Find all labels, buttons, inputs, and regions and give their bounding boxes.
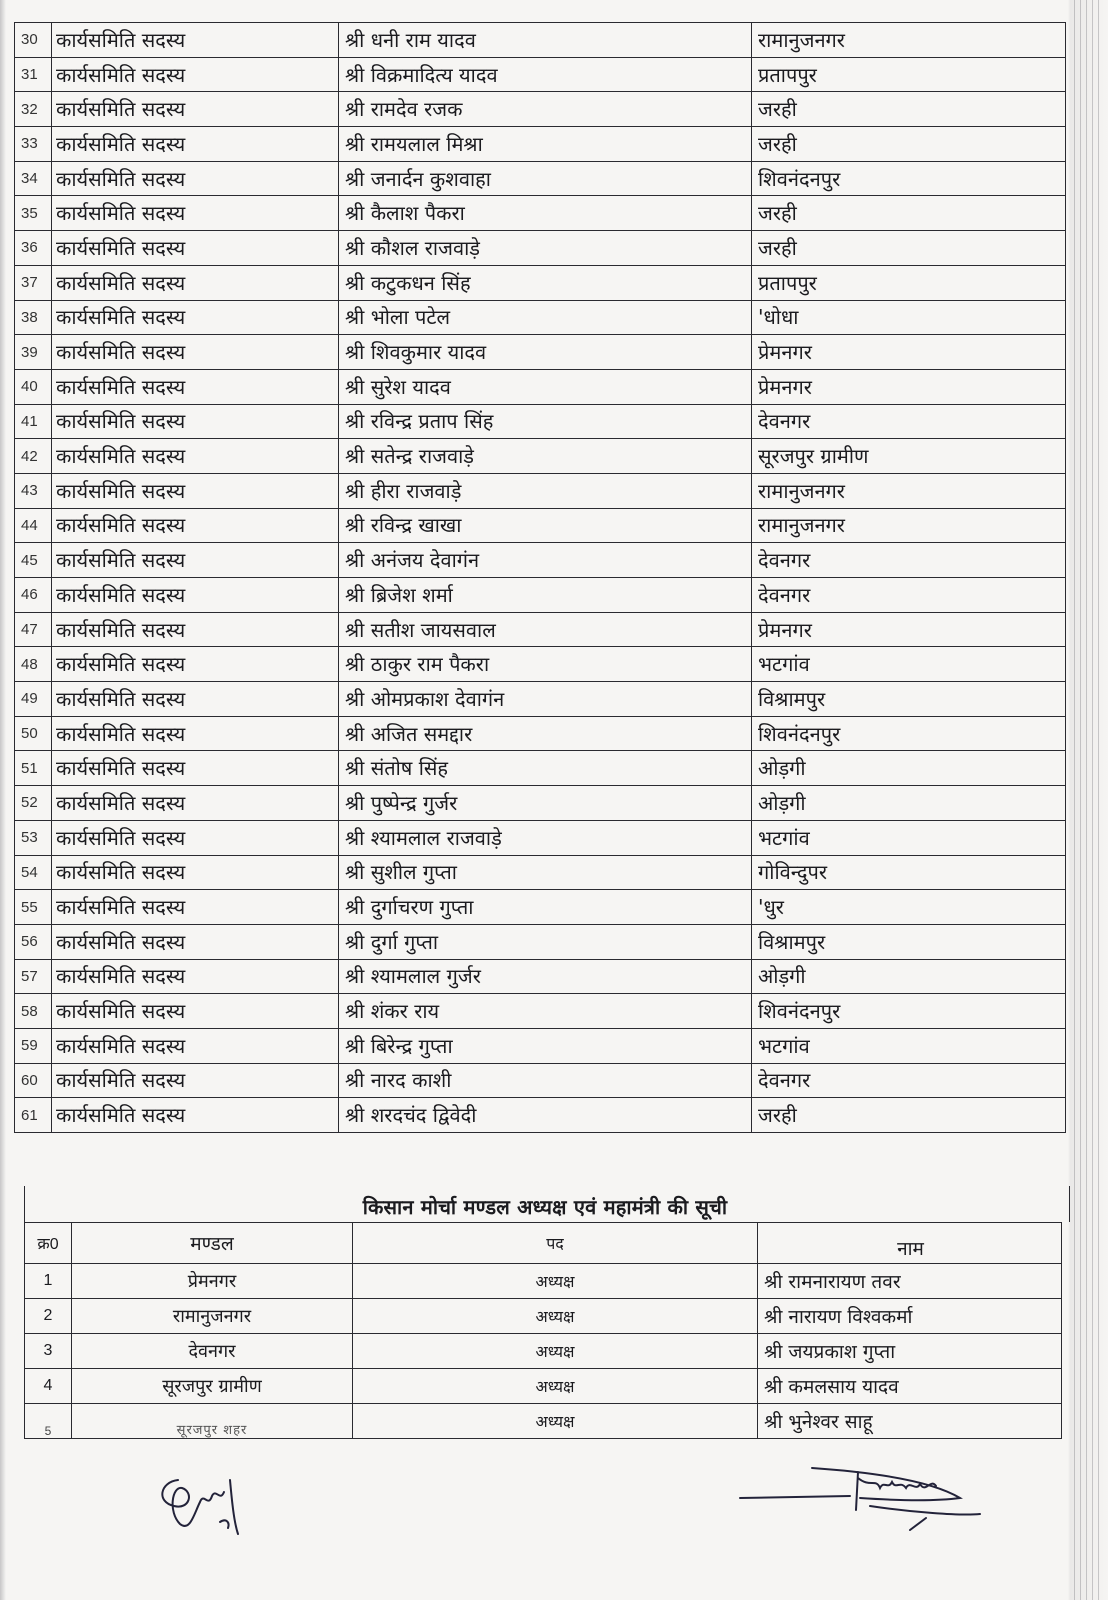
role: कार्यसमिति सदस्य xyxy=(52,855,339,890)
table-row xyxy=(15,161,1066,196)
header-pad: पद xyxy=(353,1223,758,1264)
mandal-place: शिवनंदनपुर xyxy=(752,994,1066,1029)
page-edge-shadow xyxy=(0,0,6,1600)
serial-no: 41 xyxy=(15,404,52,439)
member-name: श्री धनी राम यादव xyxy=(339,23,752,58)
role: कार्यसमिति सदस्य xyxy=(52,265,339,300)
table-row xyxy=(25,1264,1062,1299)
member-name: श्री सुरेश यादव xyxy=(339,369,752,404)
table-row xyxy=(15,508,1066,543)
role: कार्यसमिति सदस्य xyxy=(52,127,339,162)
mandal-place: 'धुर xyxy=(752,890,1066,925)
member-name: श्री जनार्दन कुशवाहा xyxy=(339,161,752,196)
role: कार्यसमिति सदस्य xyxy=(52,716,339,751)
pad: अध्यक्ष xyxy=(353,1264,758,1299)
table-row xyxy=(15,543,1066,578)
role: कार्यसमिति सदस्य xyxy=(52,1028,339,1063)
member-name: श्री सतेन्द्र राजवाड़े xyxy=(339,439,752,474)
table-row xyxy=(15,404,1066,439)
serial-no: 39 xyxy=(15,335,52,370)
member-name: श्री संतोष सिंह xyxy=(339,751,752,786)
table-row xyxy=(15,473,1066,508)
pad: अध्यक्ष xyxy=(353,1299,758,1334)
mandal-place: रामानुजनगर xyxy=(752,473,1066,508)
table-row xyxy=(15,23,1066,58)
signature-right xyxy=(730,1458,1030,1538)
serial-no: 48 xyxy=(15,647,52,682)
signature-left xyxy=(150,1462,270,1542)
mandal: देवनगर xyxy=(72,1334,353,1369)
mandal-place: भटगांव xyxy=(752,647,1066,682)
table-row xyxy=(15,612,1066,647)
serial-no: 58 xyxy=(15,994,52,1029)
pad: अध्यक्ष xyxy=(353,1369,758,1404)
table-row xyxy=(15,959,1066,994)
role: कार्यसमिति सदस्य xyxy=(52,196,339,231)
member-name: श्री ब्रिजेश शर्मा xyxy=(339,578,752,613)
role: कार्यसमिति सदस्य xyxy=(52,994,339,1029)
serial-no: 45 xyxy=(15,543,52,578)
serial-no: 46 xyxy=(15,578,52,613)
table-row xyxy=(25,1334,1062,1369)
mandal-place: प्रेमनगर xyxy=(752,335,1066,370)
mandal: रामानुजनगर xyxy=(72,1299,353,1334)
serial-no: 2 xyxy=(25,1299,72,1334)
member-name: श्री नारद काशी xyxy=(339,1063,752,1098)
mandal-place: प्रेमनगर xyxy=(752,612,1066,647)
mandal-place: ओड़गी xyxy=(752,786,1066,821)
header-mandal: मण्डल xyxy=(72,1223,353,1264)
member-name: श्री कटुकधन सिंह xyxy=(339,265,752,300)
mandal-place: शिवनंदनपुर xyxy=(752,716,1066,751)
header-serial-no: क्र0 xyxy=(25,1223,72,1264)
serial-no: 38 xyxy=(15,300,52,335)
role: कार्यसमिति सदस्य xyxy=(52,473,339,508)
member-name: श्री पुष्पेन्द्र गुर्जर xyxy=(339,786,752,821)
mandal-place: भटगांव xyxy=(752,1028,1066,1063)
section-title: किसान मोर्चा मण्डल अध्यक्ष एवं महामंत्री की सूची xyxy=(362,1195,728,1219)
member-name: श्री रामदेव रजक xyxy=(339,92,752,127)
member-name: श्री शंकर राय xyxy=(339,994,752,1029)
mandal-place: देवनगर xyxy=(752,404,1066,439)
table-row xyxy=(15,578,1066,613)
mandal-place: जरही xyxy=(752,92,1066,127)
member-name: श्री दुर्गा गुप्ता xyxy=(339,924,752,959)
table-row xyxy=(15,1028,1066,1063)
role: कार्यसमिति सदस्य xyxy=(52,1098,339,1133)
role: कार्यसमिति सदस्य xyxy=(52,751,339,786)
member-name: श्री रामयलाल मिश्रा xyxy=(339,127,752,162)
serial-no: 40 xyxy=(15,369,52,404)
serial-no: 43 xyxy=(15,473,52,508)
role: कार्यसमिति सदस्य xyxy=(52,92,339,127)
members-table-body xyxy=(15,23,1066,1133)
table-row xyxy=(15,716,1066,751)
serial-no: 33 xyxy=(15,127,52,162)
mandal-place: देवनगर xyxy=(752,578,1066,613)
role: कार्यसमिति सदस्य xyxy=(52,647,339,682)
table-row xyxy=(15,196,1066,231)
kisan-morcha-table xyxy=(24,1222,1062,1439)
role: कार्यसमिति सदस्य xyxy=(52,578,339,613)
mandal-place: जरही xyxy=(752,127,1066,162)
mandal-place: जरही xyxy=(752,231,1066,266)
kisan-table-header-row xyxy=(25,1223,1062,1264)
pad: अध्यक्ष xyxy=(353,1404,758,1439)
role: कार्यसमिति सदस्य xyxy=(52,508,339,543)
table-row xyxy=(25,1299,1062,1334)
serial-no: 50 xyxy=(15,716,52,751)
member-name: श्री ओमप्रकाश देवागंन xyxy=(339,682,752,717)
serial-no: 51 xyxy=(15,751,52,786)
mandal-place: प्रेमनगर xyxy=(752,369,1066,404)
serial-no: 31 xyxy=(15,57,52,92)
member-name: श्री अनंजय देवागंन xyxy=(339,543,752,578)
table-row xyxy=(15,924,1066,959)
table-row xyxy=(15,1098,1066,1133)
member-name: श्री कौशल राजवाड़े xyxy=(339,231,752,266)
member-name: श्री अजित समद्दार xyxy=(339,716,752,751)
serial-no: 47 xyxy=(15,612,52,647)
mandal-place: भटगांव xyxy=(752,820,1066,855)
table-row xyxy=(15,369,1066,404)
member-name: श्री जयप्रकाश गुप्ता xyxy=(758,1334,1062,1369)
role: कार्यसमिति सदस्य xyxy=(52,612,339,647)
serial-no: 4 xyxy=(25,1369,72,1404)
serial-no: 36 xyxy=(15,231,52,266)
page-edge-lines xyxy=(1074,0,1100,1600)
mandal-place: ओड़गी xyxy=(752,751,1066,786)
member-name: श्री रामनारायण तवर xyxy=(758,1264,1062,1299)
member-name: श्री भोला पटेल xyxy=(339,300,752,335)
table-row xyxy=(15,682,1066,717)
mandal-place: रामानुजनगर xyxy=(752,23,1066,58)
serial-no: 57 xyxy=(15,959,52,994)
serial-no: 53 xyxy=(15,820,52,855)
role: कार्यसमिति सदस्य xyxy=(52,404,339,439)
members-table xyxy=(14,22,1066,1133)
table-row xyxy=(15,994,1066,1029)
mandal-place: विश्रामपुर xyxy=(752,924,1066,959)
mandal-place: गोविन्दुपर xyxy=(752,855,1066,890)
member-name: श्री सतीश जायसवाल xyxy=(339,612,752,647)
header-name: नाम xyxy=(758,1223,1062,1264)
serial-no: 55 xyxy=(15,890,52,925)
member-name: श्री शिवकुमार यादव xyxy=(339,335,752,370)
serial-no: 34 xyxy=(15,161,52,196)
serial-no: 1 xyxy=(25,1264,72,1299)
serial-no: 56 xyxy=(15,924,52,959)
role: कार्यसमिति सदस्य xyxy=(52,57,339,92)
member-name: श्री भुनेश्वर साहू xyxy=(758,1404,1062,1439)
mandal-place: शिवनंदनपुर xyxy=(752,161,1066,196)
serial-no: 37 xyxy=(15,265,52,300)
member-name: श्री हीरा राजवाड़े xyxy=(339,473,752,508)
pad: अध्यक्ष xyxy=(353,1334,758,1369)
role: कार्यसमिति सदस्य xyxy=(52,369,339,404)
table-row xyxy=(15,647,1066,682)
role: कार्यसमिति सदस्य xyxy=(52,161,339,196)
mandal-place: जरही xyxy=(752,196,1066,231)
serial-no: 59 xyxy=(15,1028,52,1063)
table-row xyxy=(15,300,1066,335)
serial-no: 30 xyxy=(15,23,52,58)
table-row xyxy=(15,751,1066,786)
serial-no: 3 xyxy=(25,1334,72,1369)
role: कार्यसमिति सदस्य xyxy=(52,300,339,335)
role: कार्यसमिति सदस्य xyxy=(52,924,339,959)
table-row xyxy=(15,820,1066,855)
mandal-place: जरही xyxy=(752,1098,1066,1133)
table-row xyxy=(15,265,1066,300)
table-row xyxy=(15,335,1066,370)
table-row xyxy=(15,439,1066,474)
serial-no: 61 xyxy=(15,1098,52,1133)
role: कार्यसमिति सदस्य xyxy=(52,820,339,855)
serial-no: 60 xyxy=(15,1063,52,1098)
member-name: श्री दुर्गाचरण गुप्ता xyxy=(339,890,752,925)
serial-no: 52 xyxy=(15,786,52,821)
role: कार्यसमिति सदस्य xyxy=(52,439,339,474)
table-row xyxy=(25,1369,1062,1404)
table-row xyxy=(15,231,1066,266)
mandal-place: प्रतापपुर xyxy=(752,265,1066,300)
member-name: श्री शरदचंद द्विवेदी xyxy=(339,1098,752,1133)
table-row xyxy=(15,57,1066,92)
role: कार्यसमिति सदस्य xyxy=(52,1063,339,1098)
mandal: प्रेमनगर xyxy=(72,1264,353,1299)
table-row xyxy=(25,1404,1062,1439)
serial-no: 35 xyxy=(15,196,52,231)
table-row xyxy=(15,890,1066,925)
role: कार्यसमिति सदस्य xyxy=(52,231,339,266)
table-row xyxy=(15,1063,1066,1098)
member-name: श्री नारायण विश्वकर्मा xyxy=(758,1299,1062,1334)
serial-no: 32 xyxy=(15,92,52,127)
member-name: श्री बिरेन्द्र गुप्ता xyxy=(339,1028,752,1063)
member-name: श्री विक्रमादित्य यादव xyxy=(339,57,752,92)
serial-no: 54 xyxy=(15,855,52,890)
role: कार्यसमिति सदस्य xyxy=(52,959,339,994)
role: कार्यसमिति सदस्य xyxy=(52,890,339,925)
role: कार्यसमिति सदस्य xyxy=(52,786,339,821)
mandal-place: देवनगर xyxy=(752,543,1066,578)
table-row xyxy=(15,786,1066,821)
table-row xyxy=(15,127,1066,162)
serial-no: 44 xyxy=(15,508,52,543)
role: कार्यसमिति सदस्य xyxy=(52,23,339,58)
mandal: सूरजपुर ग्रामीण xyxy=(72,1369,353,1404)
mandal-place: 'धोधा xyxy=(752,300,1066,335)
role: कार्यसमिति सदस्य xyxy=(52,335,339,370)
table-row xyxy=(15,92,1066,127)
member-name: श्री श्यामलाल राजवाड़े xyxy=(339,820,752,855)
member-name: श्री कैलाश पैकरा xyxy=(339,196,752,231)
mandal-place: देवनगर xyxy=(752,1063,1066,1098)
serial-no: 49 xyxy=(15,682,52,717)
mandal-place: सूरजपुर ग्रामीण xyxy=(752,439,1066,474)
member-name: श्री कमलसाय यादव xyxy=(758,1369,1062,1404)
mandal-place: प्रतापपुर xyxy=(752,57,1066,92)
mandal: सूरजपुर शहर xyxy=(72,1404,353,1439)
serial-no: 42 xyxy=(15,439,52,474)
mandal-place: रामानुजनगर xyxy=(752,508,1066,543)
serial-no: 5 xyxy=(25,1404,72,1439)
mandal-place: ओड़गी xyxy=(752,959,1066,994)
member-name: श्री रविन्द्र खाखा xyxy=(339,508,752,543)
role: कार्यसमिति सदस्य xyxy=(52,543,339,578)
kisan-table-body xyxy=(25,1264,1062,1439)
mandal-place: विश्रामपुर xyxy=(752,682,1066,717)
member-name: श्री सुशील गुप्ता xyxy=(339,855,752,890)
role: कार्यसमिति सदस्य xyxy=(52,682,339,717)
member-name: श्री रविन्द्र प्रताप सिंह xyxy=(339,404,752,439)
table-row xyxy=(15,855,1066,890)
member-name: श्री श्यामलाल गुर्जर xyxy=(339,959,752,994)
member-name: श्री ठाकुर राम पैकरा xyxy=(339,647,752,682)
